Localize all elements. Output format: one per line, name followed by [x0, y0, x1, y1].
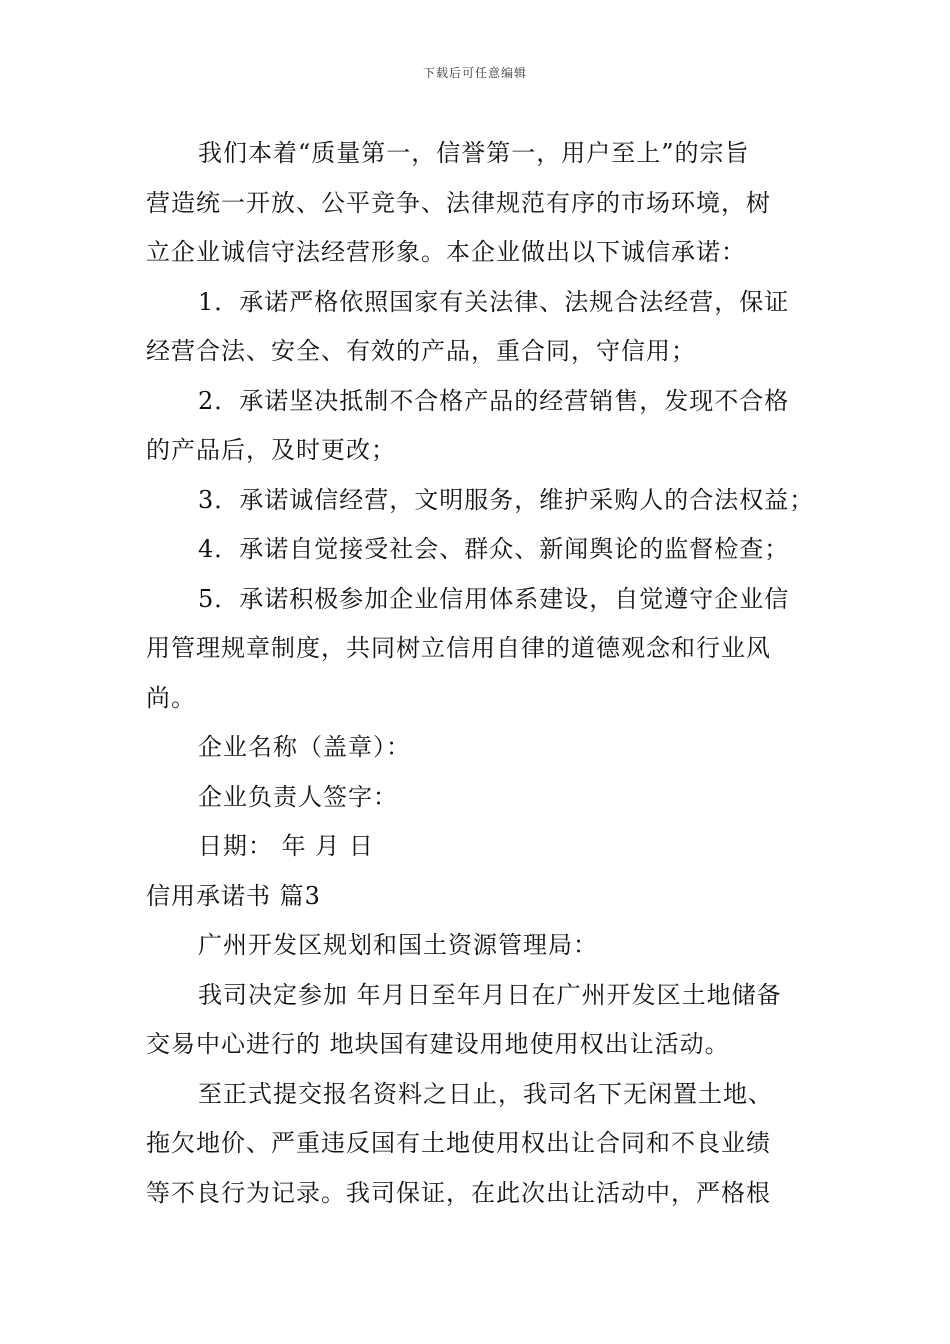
- paragraph-line: 尚。: [146, 683, 196, 712]
- paragraph-line: 营造统一开放、公平竞争、法律规范有序的市场环境，树: [146, 188, 771, 217]
- paragraph-line: 立企业诚信守法经营形象。本企业做出以下诚信承诺：: [146, 238, 746, 266]
- paragraph-line: 拖欠地价、严重违反国有土地使用权出让合同和不良业绩: [146, 1129, 771, 1157]
- commitment-item-2: 2．承诺坚决抵制不合格产品的经营销售，发现不合格: [198, 386, 790, 415]
- paragraph-line: 交易中心进行的 地块国有建设用地使用权出让活动。: [146, 1030, 730, 1058]
- paragraph-line: 等不良行为记录。我司保证，在此次出让活动中，严格根: [146, 1178, 771, 1207]
- page-header-note: 下载后可任意编辑: [422, 66, 527, 80]
- commitment-item-4: 4．承诺自觉接受社会、群众、新闻舆论的监督检查；: [198, 535, 790, 563]
- paragraph-line: 经营合法、安全、有效的产品，重合同，守信用；: [146, 337, 696, 365]
- section-title: 信用承诺书 篇3: [146, 881, 321, 910]
- paragraph-line: 的产品后，及时更改；: [146, 436, 396, 464]
- document-body: [146, 129, 815, 1218]
- paragraph-line: 我们本着“质量第一，信誉第一，用户至上”的宗旨: [198, 139, 750, 167]
- paragraph-line: 我司决定参加 年月日至年月日在广州开发区土地储备: [198, 980, 782, 1009]
- commitment-item-5: 5．承诺积极参加企业信用体系建设，自觉遵守企业信: [198, 584, 790, 613]
- date-field: 日期： 年 月 日: [198, 832, 374, 860]
- paragraph-line: 至正式提交报名资料之日止，我司名下无闲置土地、: [198, 1079, 773, 1108]
- signature-field: 企业负责人签字：: [198, 782, 398, 811]
- company-name-field: 企业名称（盖章）：: [198, 733, 411, 761]
- paragraph-line: 用管理规章制度，共同树立信用自律的道德观念和行业风: [146, 634, 771, 662]
- commitment-item-1: 1．承诺严格依照国家有关法律、法规合法经营，保证: [198, 287, 790, 316]
- commitment-item-3: 3．承诺诚信经营，文明服务，维护采购人的合法权益；: [198, 485, 815, 514]
- addressee: 广州开发区规划和国土资源管理局：: [198, 931, 598, 959]
